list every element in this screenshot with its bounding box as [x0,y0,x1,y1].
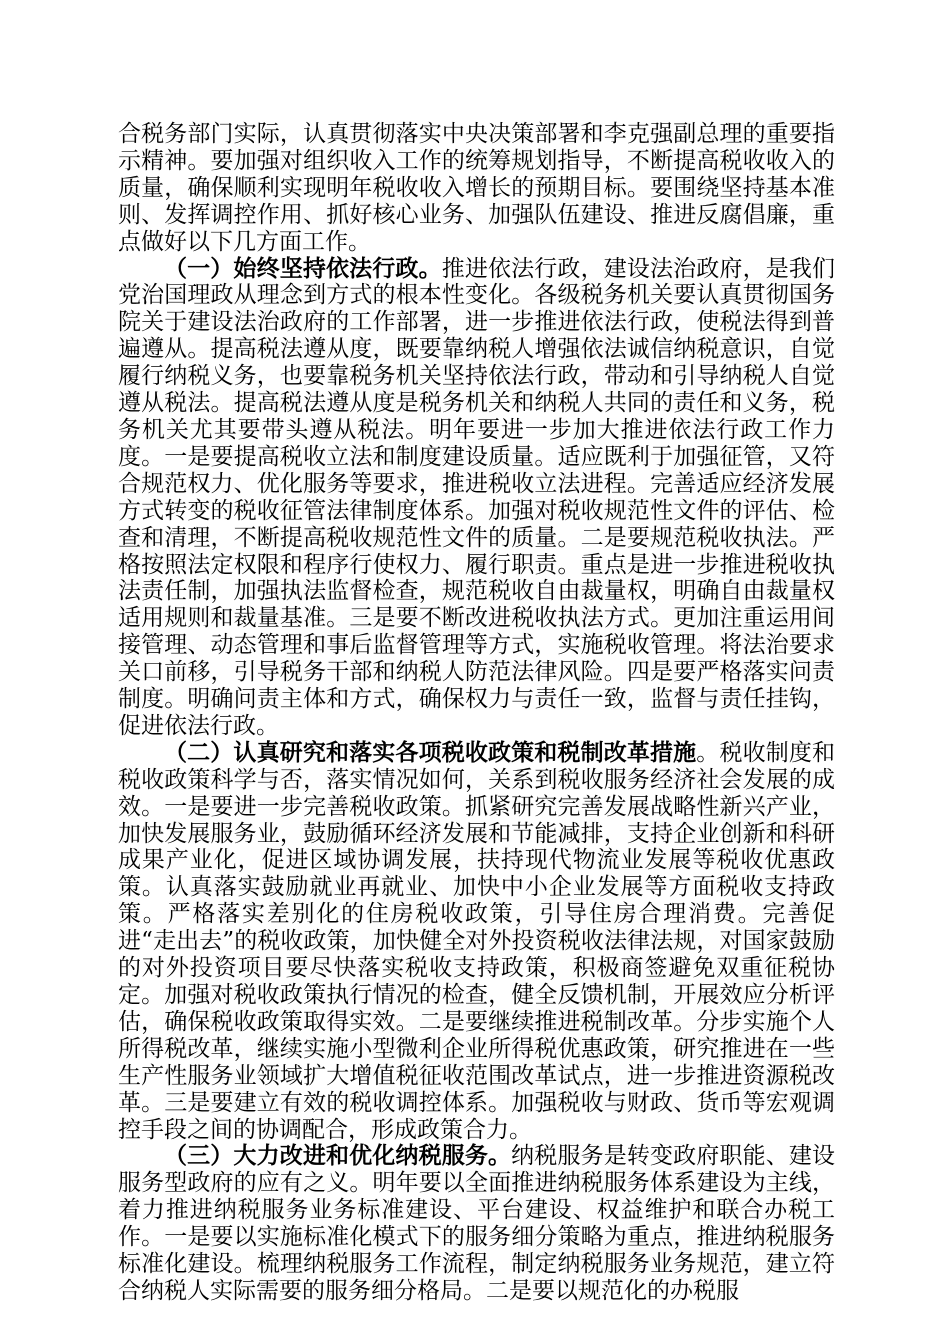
paragraph-intro [118,121,835,256]
paragraph-text: 纳税服务是转变政府职能、建设服务型政府的应有之义。明年要以全面推进纳税服务体系建设为主线，着力推进纳税服务业务标准建设、平台建设、权益维护和联合办税工作。一是要以实施标准化模式下的服务细分策略为重点，推进纳税服务标准化建设。梳理纳税服务工作流程，制定纳税服务业务规范，建立符合纳税人实际需要的服务细分格局。二是要以规范化的办税服 [118,1143,836,1304]
paragraph-section-1 [118,256,835,740]
paragraph-section-3 [118,1143,835,1304]
section-heading: （二）认真研究和落实各项税收政策和税制改革措施 [164,739,697,766]
paragraph-text: 。税收制度和税收政策科学与否，落实情况如何，关系到税收服务经济社会发展的成效。一是要进一步完善税收政策。抓紧研究完善发展战略性新兴产业，加快发展服务业，鼓励循环经济发展和节能减排，支持企业创新和科研成果产业化，促进区域协调发展，扶持现代物流业发展等税收优惠政策。认真落实鼓励就业再就业、加快中小企业发展等方面税收支持政策。严格落实差别化的住房税收政策，引导住房合理消费。完善促进“走出去”的税收政策，加快健全对外投资税收法律法规，对国家鼓励的对外投资项目要尽快落实税收支持政策，积极商签避免双重征税协定。加强对税收政策执行情况的检查，健全反馈机制，开展效应分析评估，确保税收政策取得实效。二是要继续推进税制改革。分步实施个人所得税改革，继续实施小型微利企业所得税优惠政策，研究推进在一些生产性服务业领域扩大增值税征收范围改革试点，进一步推进资源税改革。三是要建立有效的税收调控体系。加强税收与财政、货币等宏观调控手段之间的协调配合，形成政策合力。 [118,739,836,1143]
section-heading: （一）始终坚持依法行政。 [164,255,442,282]
paragraph-text: 合税务部门实际，认真贯彻落实中央决策部署和李克强副总理的重要指示精神。要加强对组织收入工作的统筹规划指导，不断提高税收收入的质量，确保顺利实现明年税收收入增长的预期目标。要围绕坚持基本准则、发挥调控作用、抓好核心业务、加强队伍建设、推进反腐倡廉，重点做好以下几方面工作。 [118,121,835,255]
paragraph-section-2 [118,740,835,1144]
section-heading: （三）大力改进和优化纳税服务。 [164,1143,512,1170]
paragraph-text: 推进依法行政，建设法治政府，是我们党治国理政从理念到方式的根本性变化。各级税务机关要认真贯彻国务院关于建设法治政府的工作部署，进一步推进依法行政，使税法得到普遍遵从。提高税法遵从度，既要靠纳税人增强依法诚信纳税意识，自觉履行纳税义务，也要靠税务机关坚持依法行政，带动和引导纳税人自觉遵从税法。提高税法遵从度是税务机关和纳税人共同的责任和义务，税务机关尤其要带头遵从税法。明年要进一步加大推进依法行政工作力度。一是要提高税收立法和制度建设质量。适应既利于加强征管，又符合规范权力、优化服务等要求，推进税收立法进程。完善适应经济发展方式转变的税收征管法律制度体系。加强对税收规范性文件的评估、检查和清理，不断提高税收规范性文件的质量。二是要规范税收执法。严格按照法定权限和程序行使权力、履行职责。重点是进一步推进税收执法责任制，加强执法监督检查，规范税收自由裁量权，明确自由裁量权适用规则和裁量基准。三是要不断改进税收执法方式。更加注重运用间接管理、动态管理和事后监督管理等方式，实施税收管理。将法治要求关口前移，引导税务干部和纳税人防范法律风险。四是要严格落实问责制度。明确问责主体和方式，确保权力与责任一致，监督与责任挂钩，促进依法行政。 [118,255,836,739]
document-page [118,121,835,1305]
